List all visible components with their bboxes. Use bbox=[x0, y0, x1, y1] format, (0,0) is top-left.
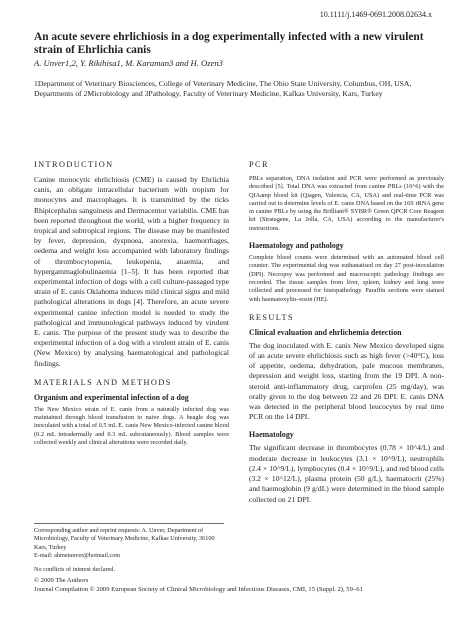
doi: 10.1111/j.1469-0691.2008.02634.x bbox=[319, 10, 432, 19]
organism-text: The New Mexico strain of E. canis from a naturally infected dog was maintained through blood transfusion to naive dogs. A beagle dog was inoculated with a total of 0.5 mL E. canis New Mexico-infected canine blood (0.2 mL intradermally and 0.3 mL subcutaneously). Blood samples were collected weekly and clinical alterations were recorded daily. bbox=[34, 405, 229, 447]
clinical-text: The dog inoculated with E. canis New Mexico developed signs of an acute severe ehrlichiosis such as high fever (>40°C), loss of appetite, oedema, dehydration, pale mucous membranes, depression and weight loss, starting from the 19 DPI. A non-steroid anti-inflammatory drug, carprofen (25 mg/day), was orally given to the dog between 22 and 26 DPI. E. canis DNA was detected in the peripheral blood leucocytes by real time PCR on the 14 DPI. bbox=[249, 340, 444, 422]
correspondence-block bbox=[34, 523, 224, 574]
haematology-text: The significant decrease in thrombocytes (0.78 × 10^4/L) and moderate decrease in leukocytes (3.1 × 10^9/L), neutrophils (2.4 × 10^9/L), lymphocytes (0.4 × 10^9/L), and red blood cells (3.2 × 10^12/L), plasma protein (50 g/L), haematocrit (25%) and haemoglobin (9 g/dL) were determined in the blood sample collected on 21 DPI. bbox=[249, 443, 444, 504]
intro-text: Canine monocytic ehrlichiosis (CME) is caused by Ehrlichia canis, an obligate intracellular bacterium with tropism for monocytes and macrophages. It is transmitted by the ticks Rhipicephalus sanguineus and Dermacentor variabilis. CME has been reported throughout the world, with a higher frequency in tropical and subtropical regions. The disease may be manifested by fever, depression, dyspnoea, anorexia, haemorrhages, oedema and weight loss accompanied with laboratory findings of thrombocytopenia, leukopenia, anaemia, and hypergammaglobulinaemia [1–5]. It has been reported that experimental infection of dogs with a cell culture-passaged type strain of E. canis Oklahoma induces mild clinical signs and mild pathological alterations in dogs [4]. Therefore, an acute severe experimental canine infection model is needed to study the pathological and immunological pathways induced by virulent E. canis. The purpose of the present study was to describe the experimental infection of a dog with a virulent strain of E. canis (New Mexico) by analysing haematological and pathological findings. bbox=[34, 175, 229, 368]
haem-path-heading: Haematology and pathology bbox=[249, 241, 344, 251]
copyright: © 2009 The Authors bbox=[34, 577, 89, 584]
affiliations: 1Department of Veterinary Biosciences, College of Veterinary Medicine, The Ohio State University, Columbus, OH, USA, Departments of 2Microbiology and 3Pathology, Faculty of Veterinary Medicine, Kafkas University, Kars, Turkey bbox=[34, 79, 412, 98]
haematology-heading: Haematology bbox=[249, 430, 294, 440]
authors: A. Unver1,2, Y. Rikihisa1, M. Karaman3 and H. Ozen3 bbox=[34, 58, 223, 68]
results-heading: RESULTS bbox=[249, 312, 294, 322]
journal-citation: Journal Compilation © 2009 European Society of Clinical Microbiology and Infectious Diseases, CMI, 15 (Suppl. 2), 59–61 bbox=[34, 585, 363, 593]
footnote-rule bbox=[34, 523, 224, 524]
organism-heading: Organism and experimental infection of a dog bbox=[34, 392, 189, 402]
methods-heading: MATERIALS AND METHODS bbox=[34, 377, 172, 387]
intro-heading: INTRODUCTION bbox=[34, 160, 114, 169]
clinical-heading: Clinical evaluation and ehrlichemia detection bbox=[249, 327, 402, 337]
pcr-heading: PCR bbox=[249, 160, 269, 169]
haem-path-text: Complete blood counts were determined with an automated blood cell counter. The experimental dog was euthanatised on day 27 post-inoculation (DPI). Necropsy was performed and macroscopic pathology findings are recorded. The tissue samples from liver, spleen, kidney and lung were collected and processed for histopathology. Paraffin sections were stained with haematoxylin–eosin (HE). bbox=[249, 254, 444, 303]
article-title: An acute severe ehrlichiosis in a dog experimentally infected with a new virulent strain of Ehrlichia canis bbox=[34, 31, 424, 56]
email: E-mail: ahmetunver@hotmail.com bbox=[34, 551, 121, 559]
right-column bbox=[249, 160, 444, 505]
pcr-text: PBLs separation, DNA isolation and PCR were performed as previously described [5]. Total DNA was extracted from canine PBLs (10^6) with the QIAamp blood kit (Qiagen, Valencia, CA, USA) and real-time PCR was carried out to determine levels of E. canis DNA based on the 16S rRNA gene in canine PBLs by using the Brilliant® SYBR® Green QPCR Core Reagent kit (Stratagene, La Jolla, CA, USA) according to the manufacturer's instructions. bbox=[249, 175, 444, 232]
conflict-statement: No conflicts of interest declared. bbox=[34, 566, 115, 574]
correspondence: Corresponding author and reprint requests: A. Unver, Department of Microbiology, Faculty of Veterinary Medicine, Kafkas University, 36100 Kars, Turkey bbox=[34, 527, 215, 551]
left-column bbox=[34, 160, 229, 447]
page-footer bbox=[34, 577, 464, 594]
